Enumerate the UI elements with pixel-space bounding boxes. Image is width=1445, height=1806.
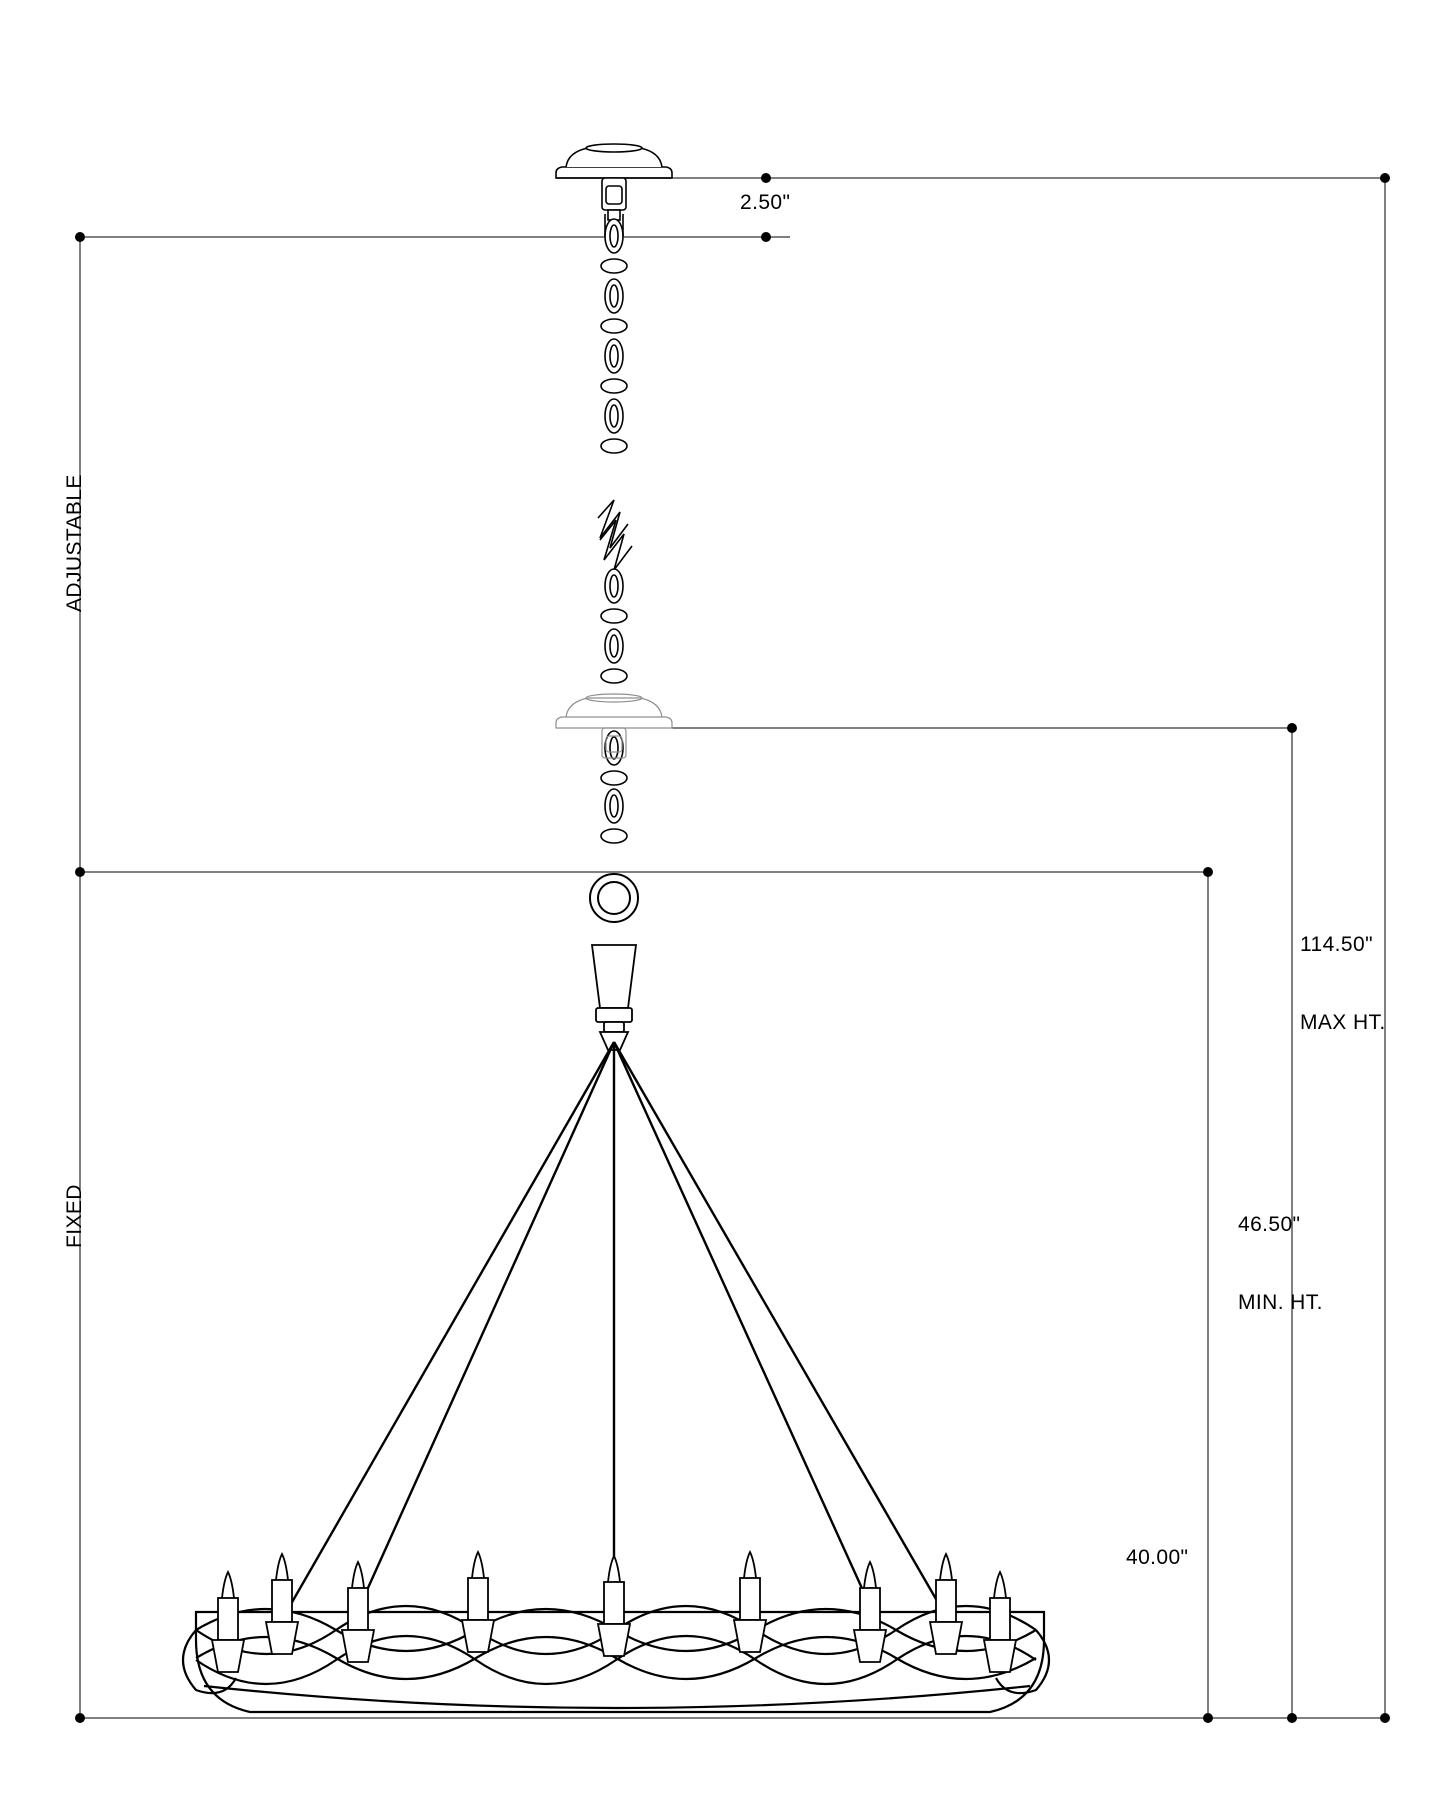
chain-upper [601,214,627,453]
top-ring [590,874,638,922]
candle [598,1556,630,1656]
dimension-label-canopy-drop: 2.50" [740,191,791,214]
candle [462,1552,494,1652]
body-cone [592,945,636,1050]
dimension-ticks [75,173,1390,1723]
ceiling-canopy [556,144,672,178]
max-height-caption: MAX HT. [1300,1011,1386,1034]
min-height-value: 46.50" [1238,1213,1301,1236]
min-height-caption: MIN. HT. [1238,1291,1323,1314]
dimension-label-min-height [1238,1160,1323,1368]
candle [930,1554,962,1654]
dimension-label-adjustable: ADJUSTABLE [63,474,86,612]
dimension-label-fixture-size: 40.00" [1126,1546,1189,1569]
dimension-label-fixed: FIXED [63,1184,86,1248]
canopy-stem [602,178,626,220]
max-height-value: 114.50" [1300,933,1373,956]
candle [266,1554,298,1654]
chain-lower [601,569,627,843]
break-symbol [598,500,632,570]
dimension-lines [80,178,1385,1718]
candle [734,1552,766,1652]
dimension-label-max-height [1300,880,1386,1088]
